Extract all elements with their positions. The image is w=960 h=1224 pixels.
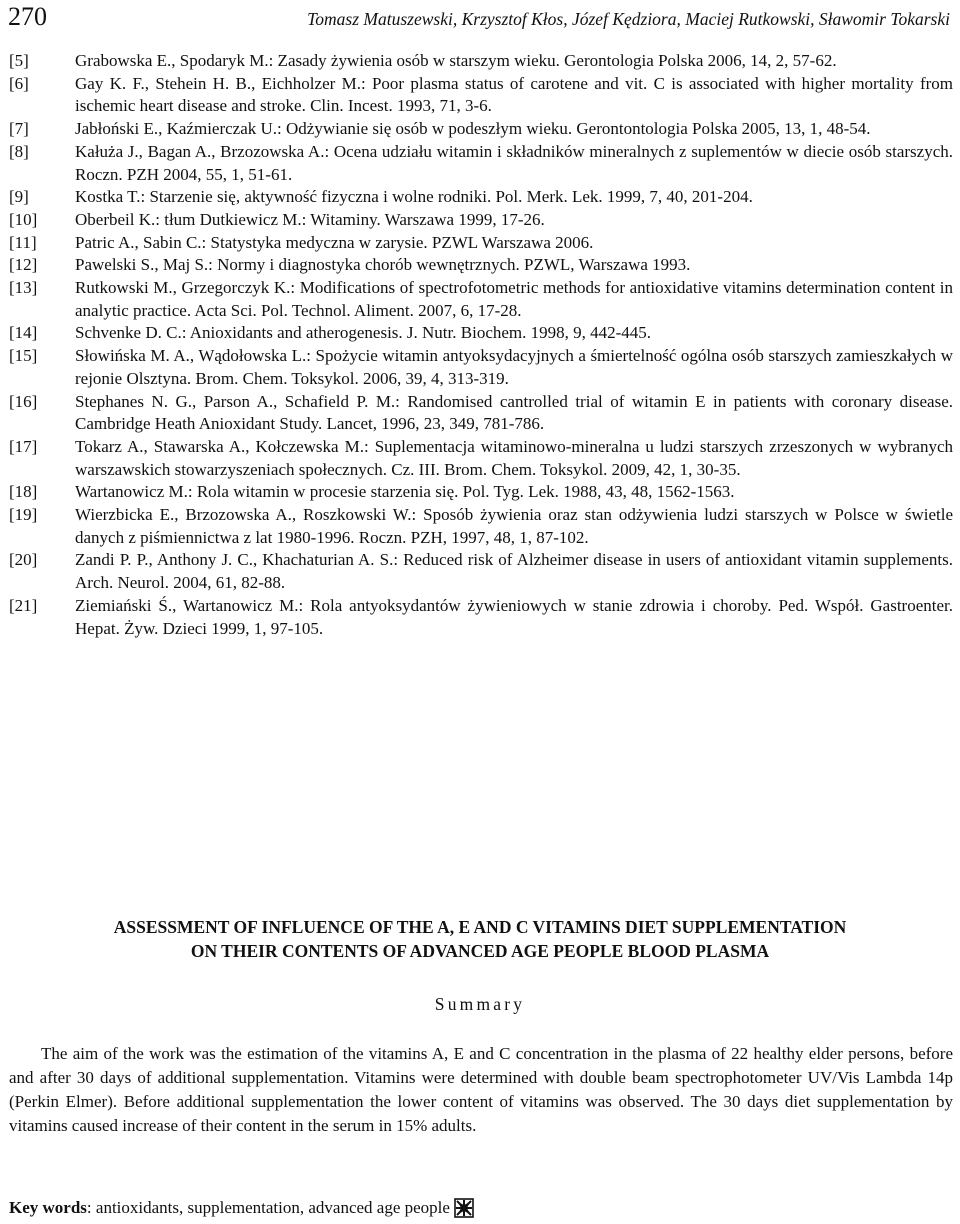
english-title [0, 915, 960, 963]
reference-item [9, 436, 953, 481]
keywords-text: : antioxidants, supplementation, advanced age people [86, 1198, 450, 1217]
reference-item [9, 186, 953, 209]
reference-number: [11] [9, 232, 37, 252]
reference-item [9, 322, 953, 345]
reference-text: Pawelski S., Maj S.: Normy i diagnostyka chorób wewnętrznych. PZWL, Warszawa 1993. [75, 255, 691, 275]
reference-number: [9] [9, 187, 29, 207]
summary-heading: Summary [434, 994, 526, 1014]
reference-text: Jabłoński E., Kaźmierczak U.: Odżywianie się osób w podeszłym wieku. Gerontontologia Polska 2005, 13, 1, 48-54. [75, 119, 871, 139]
reference-item [9, 345, 953, 390]
reference-text: Kostka T.: Starzenie się, aktywność fizyczna i wolne rodniki. Pol. Merk. Lek. 1999, 7, 40, 201-204. [75, 187, 753, 207]
reference-number: [8] [9, 141, 29, 161]
reference-number: [13] [9, 278, 38, 298]
reference-number: [6] [9, 73, 29, 93]
reference-number: [16] [9, 391, 38, 411]
reference-item [9, 481, 953, 504]
reference-number: [15] [9, 346, 38, 366]
reference-item [9, 254, 953, 277]
reference-number: [17] [9, 436, 38, 456]
reference-text: Zandi P. P., Anthony J. C., Khachaturian A. S.: Reduced risk of Alzheimer disease in users of antioxidant vitamin supplements. Arch. Neurol. 2004, 61, 82-88. [75, 550, 953, 593]
reference-text: Gay K. F., Stehein H. B., Eichholzer M.: Poor plasma status of carotene and vit. C is associated with higher mortality from ischemic heart disease and stroke. Clin. Incest. 1993, 71, 3-6. [75, 73, 953, 116]
page-header [8, 2, 954, 36]
reference-text: Rutkowski M., Grzegorczyk K.: Modifications of spectrofotometric methods for antioxidative vitamins determination content in analytic practice. Acta Sci. Pol. Technol. Aliment. 2007, 6, 17-28. [75, 278, 953, 320]
running-head-authors: Tomasz Matuszewski, Krzysztof Kłos, Józef Kędziora, Maciej Rutkowski, Sławomir Tokarski [307, 9, 950, 29]
reference-item [9, 549, 953, 594]
reference-number: [20] [9, 550, 38, 570]
keywords-label: Key words [9, 1198, 87, 1217]
reference-text: Grabowska E., Spodaryk M.: Zasady żywienia osób w starszym wieku. Gerontologia Polska 2006, 14, 2, 57-62. [75, 51, 837, 70]
english-title-line-1: ASSESSMENT OF INFLUENCE OF THE A, E AND C VITAMINS DIET SUPPLEMENTATION [113, 917, 847, 937]
reference-number: [21] [9, 595, 38, 615]
reference-text: Schvenke D. C.: Anioxidants and atherogenesis. J. Nutr. Biochem. 1998, 9, 442-445. [75, 323, 652, 343]
reference-item [9, 232, 953, 255]
page-number: 270 [8, 2, 47, 31]
reference-list [9, 50, 953, 640]
reference-item [9, 50, 953, 73]
reference-number: [10] [9, 209, 38, 229]
reference-number: [12] [9, 255, 38, 275]
english-title-line-2: ON THEIR CONTENTS OF ADVANCED AGE PEOPLE BLOOD PLASMA [190, 941, 770, 961]
reference-text: Stephanes N. G., Parson A., Schafield P. M.: Randomised cantrolled trial of witamin E in patients with coronary disease. Cambridge Heath Anioxidant Study. Lancet, 1996, 23, 349, 781-786. [75, 391, 953, 434]
reference-text: Wierzbicka E., Brzozowska A., Roszkowski W.: Sposób żywienia oraz stan odżywienia ludzi starszych w Polsce w świetle danych z piśmiennictwa z lat 1980-1996. Roczn. PZH, 1997, 48, 1, 87-102. [75, 505, 953, 547]
reference-item [9, 73, 953, 118]
reference-number: [18] [9, 482, 38, 502]
reference-item [9, 209, 953, 232]
reference-item [9, 391, 953, 436]
reference-item [9, 141, 953, 186]
reference-text: Patric A., Sabin C.: Statystyka medyczna w zarysie. PZWL Warszawa 2006. [75, 232, 594, 252]
reference-text: Tokarz A., Stawarska A., Kołczewska M.: Suplementacja witaminowo-mineralna u ludzi starszych zrzeszonych w wybranych warszawskich stowarzyszeniach społecznych. Cz. III. Brom. Chem. Toksykol. 2009, 42, 1, 30-35. [75, 436, 953, 479]
reference-text: Ziemiański Ś., Wartanowicz M.: Rola antyoksydantów żywieniowych w stanie zdrowia i choroby. Ped. Współ. Gastroenter. Hepat. Żyw. Dzieci 1999, 1, 97-105. [75, 595, 953, 638]
reference-item [9, 118, 953, 141]
reference-text: Wartanowicz M.: Rola witamin w procesie starzenia się. Pol. Tyg. Lek. 1988, 43, 48, 1562-1563. [75, 482, 735, 502]
summary-text: The aim of the work was the estimation of the vitamins A, E and C concentration in the plasma of 22 healthy elder persons, before and after 30 days of additional supplementation. Vitamins were determined with double beam spectrophotometer UV/Vis Lambda 14p (Perkin Elmer). Before additional supplementation the lower content of vitamins was observed. The 30 days diet supplementation by vitamins caused increase of their content in the serum in 15% adults. [9, 1044, 953, 1135]
reference-item [9, 277, 953, 322]
reference-item [9, 504, 953, 549]
reference-number: [7] [9, 119, 29, 139]
reference-text: Oberbeil K.: tłum Dutkiewicz M.: Witaminy. Warszawa 1999, 17-26. [75, 209, 545, 229]
reference-number: [14] [9, 323, 38, 343]
reference-number: [5] [9, 51, 29, 70]
reference-text: Słowińska M. A., Wądołowska L.: Spożycie witamin antyoksydacyjnych a śmiertelność ogólna osób starszych zamieszkałych w rejonie Olsztyna. Brom. Chem. Toksykol. 2006, 39, 4, 313-319. [75, 346, 953, 388]
reference-item [9, 595, 953, 640]
reference-text: Kałuża J., Bagan A., Brzozowska A.: Ocena udziału witamin i składników mineralnych z suplementów w diecie osób starszych. Roczn. PZH 2004, 55, 1, 51-61. [75, 141, 953, 184]
keywords-line [9, 1196, 953, 1220]
reference-number: [19] [9, 505, 38, 525]
asterisk-box-icon [454, 1198, 474, 1218]
